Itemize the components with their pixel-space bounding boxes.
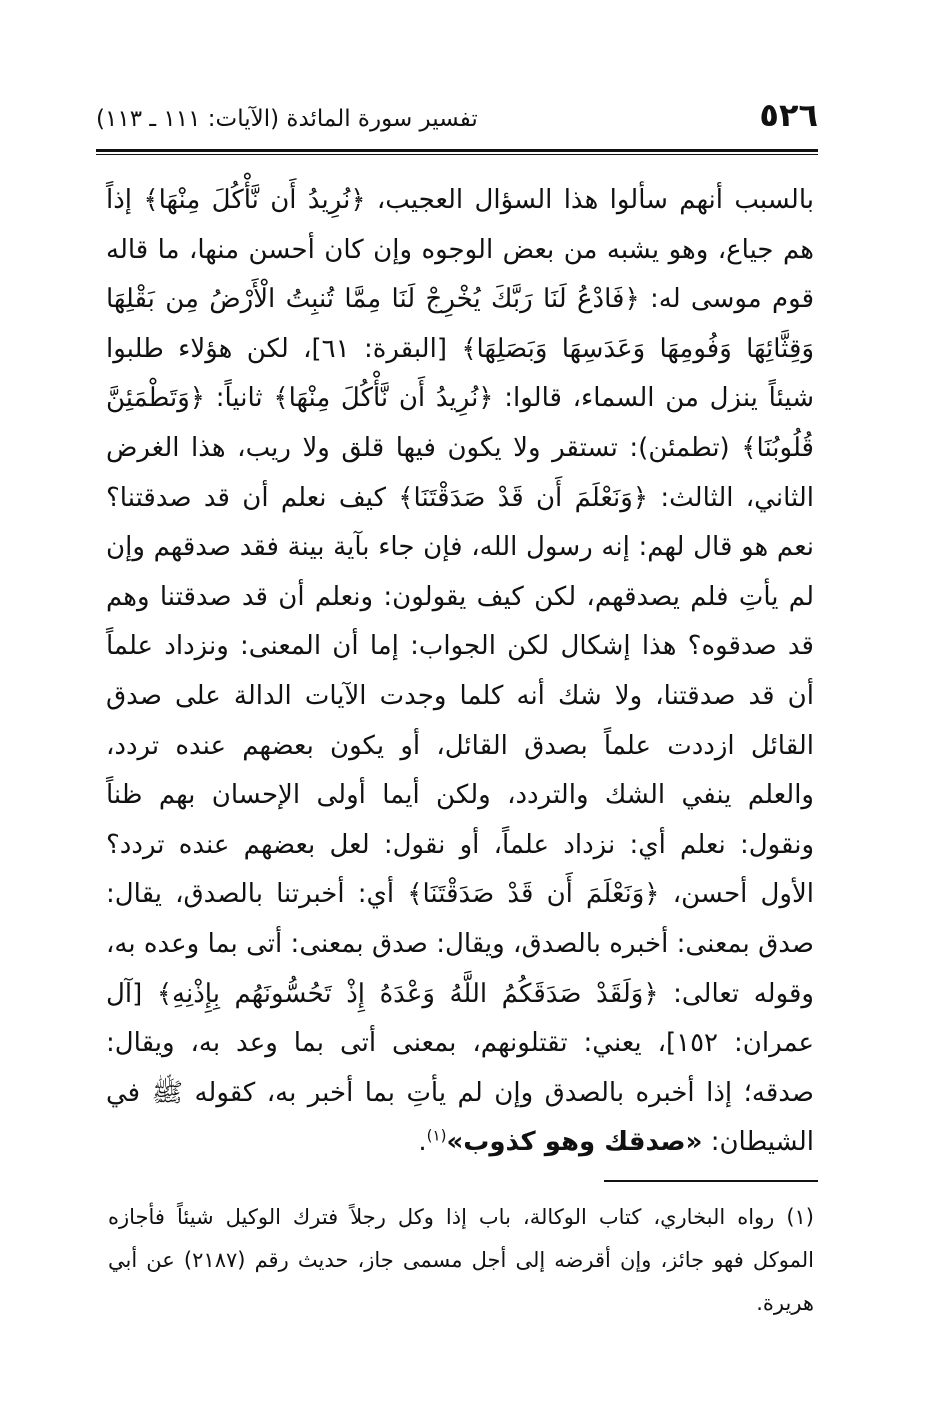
page-number: ٥٢٦: [759, 96, 818, 134]
quran-verse: ﴿وَنَعْلَمَ أَن قَدْ صَدَقْتَنَا﴾: [407, 879, 660, 910]
text-segment: ثانياً:: [205, 383, 274, 414]
hadith-quote: «صدقك وهو كذوب»: [446, 1127, 703, 1158]
text-segment: إذاً هم جياع، وهو يشبه من بعض الوجوه وإن كان أحسن منها، ما قاله قوم موسى له:: [106, 185, 815, 315]
footnote-rule: [604, 1180, 818, 1182]
footnote-reference: (١): [426, 1126, 447, 1145]
text-segment: [آل عمران: ١٥٢]، يعني: تقتلونهم، بمعنى أتى بما وعد به، ويقال: صدقه؛ إذا أخبره بالصدق وإن لم يأتِ بما أخبر به، كقوله ﷺ في الشيطان:: [106, 978, 814, 1158]
header-rule: [96, 149, 818, 155]
text-segment: (تطمئن): تستقر ولا يكون فيها قلق ولا ريب، هذا الغرض الثاني، الثالث:: [106, 432, 814, 513]
quran-verse: ﴿وَلَقَدْ صَدَقَكُمُ اللَّهُ وَعْدَهُ إِذْ تَحُسُّونَهُم بِإِذْنِهِ﴾: [156, 978, 659, 1009]
footnote-number: (١): [786, 1205, 814, 1229]
quran-verse: ﴿وَتَطْمَئِنَّ قُلُوبُنَا﴾: [106, 383, 814, 463]
footnote-text: رواه البخاري، كتاب الوكالة، باب إذا وكل رجلاً فترك الوكيل شيئاً فأجازه الموكل فهو جائز، وإن أقرضه إلى أجل مسمى جاز، حديث رقم (٢١٨٧) عن أبي هريرة.: [108, 1205, 814, 1315]
quran-verse: ﴿نُرِيدُ أَن نَّأْكُلَ مِنْهَا﴾: [143, 185, 366, 215]
text-segment: بالسبب أنهم سألوا هذا السؤال العجيب،: [365, 185, 814, 215]
text-segment: كيف نعلم أن قد صدقتنا؟ نعم هو قال لهم: إنه رسول الله، فإن جاء بآية بينة فقد صدقهم وإن لم يأتِ فلم يصدقهم، لكن كيف يقولون: ونعلم أن قد صدقتنا وهم قد صدقوه؟ هذا إشكال لكن الجواب: إما أن المعنى: ونزداد علماً أن قد صدقتنا، ولا شك أنه كلما وجدت الآيات الدالة على صدق القائل ازددت علماً بصدق القائل، أو يكون بعضهم عنده تردد، والعلم ينفي الشك والتردد، ولكن أيما أولى الإحسان بهم ظناً ونقول: نعلم أي: نزداد علماً، أو نقول: لعل بعضهم عنده تردد؟ الأول أحسن،: [106, 482, 815, 910]
running-title: تفسير سورة المائدة (الآيات: ١١١ ـ ١١٣): [96, 106, 478, 132]
text-segment: [البقرة: ٦١]، لكن هؤلاء طلبوا شيئاً ينزل من السماء، قالوا:: [106, 333, 815, 414]
text-segment: أي: أخبرتنا بالصدق، يقال: صدق بمعنى: أخبره بالصدق، ويقال: صدق بمعنى: أتى بما وعده به، وقوله تعالى:: [106, 879, 814, 1009]
footnote: [108, 1196, 814, 1325]
quran-verse: ﴿نُرِيدُ أَن نَّأْكُلَ مِنْهَا﴾: [273, 383, 494, 414]
quran-verse: ﴿فَادْعُ لَنَا رَبَّكَ يُخْرِجْ لَنَا مِمَّا تُنبِتُ الْأَرْضُ مِن بَقْلِهَا وَقِثَّائِهَا وَفُومِهَا وَعَدَسِهَا وَبَصَلِهَا﴾: [106, 284, 814, 364]
quran-verse: ﴿وَنَعْلَمَ أَن قَدْ صَدَقْتَنَا﴾: [398, 482, 649, 513]
body-text: [106, 176, 814, 1168]
text-segment: .: [418, 1127, 427, 1158]
page-header: [96, 92, 818, 148]
